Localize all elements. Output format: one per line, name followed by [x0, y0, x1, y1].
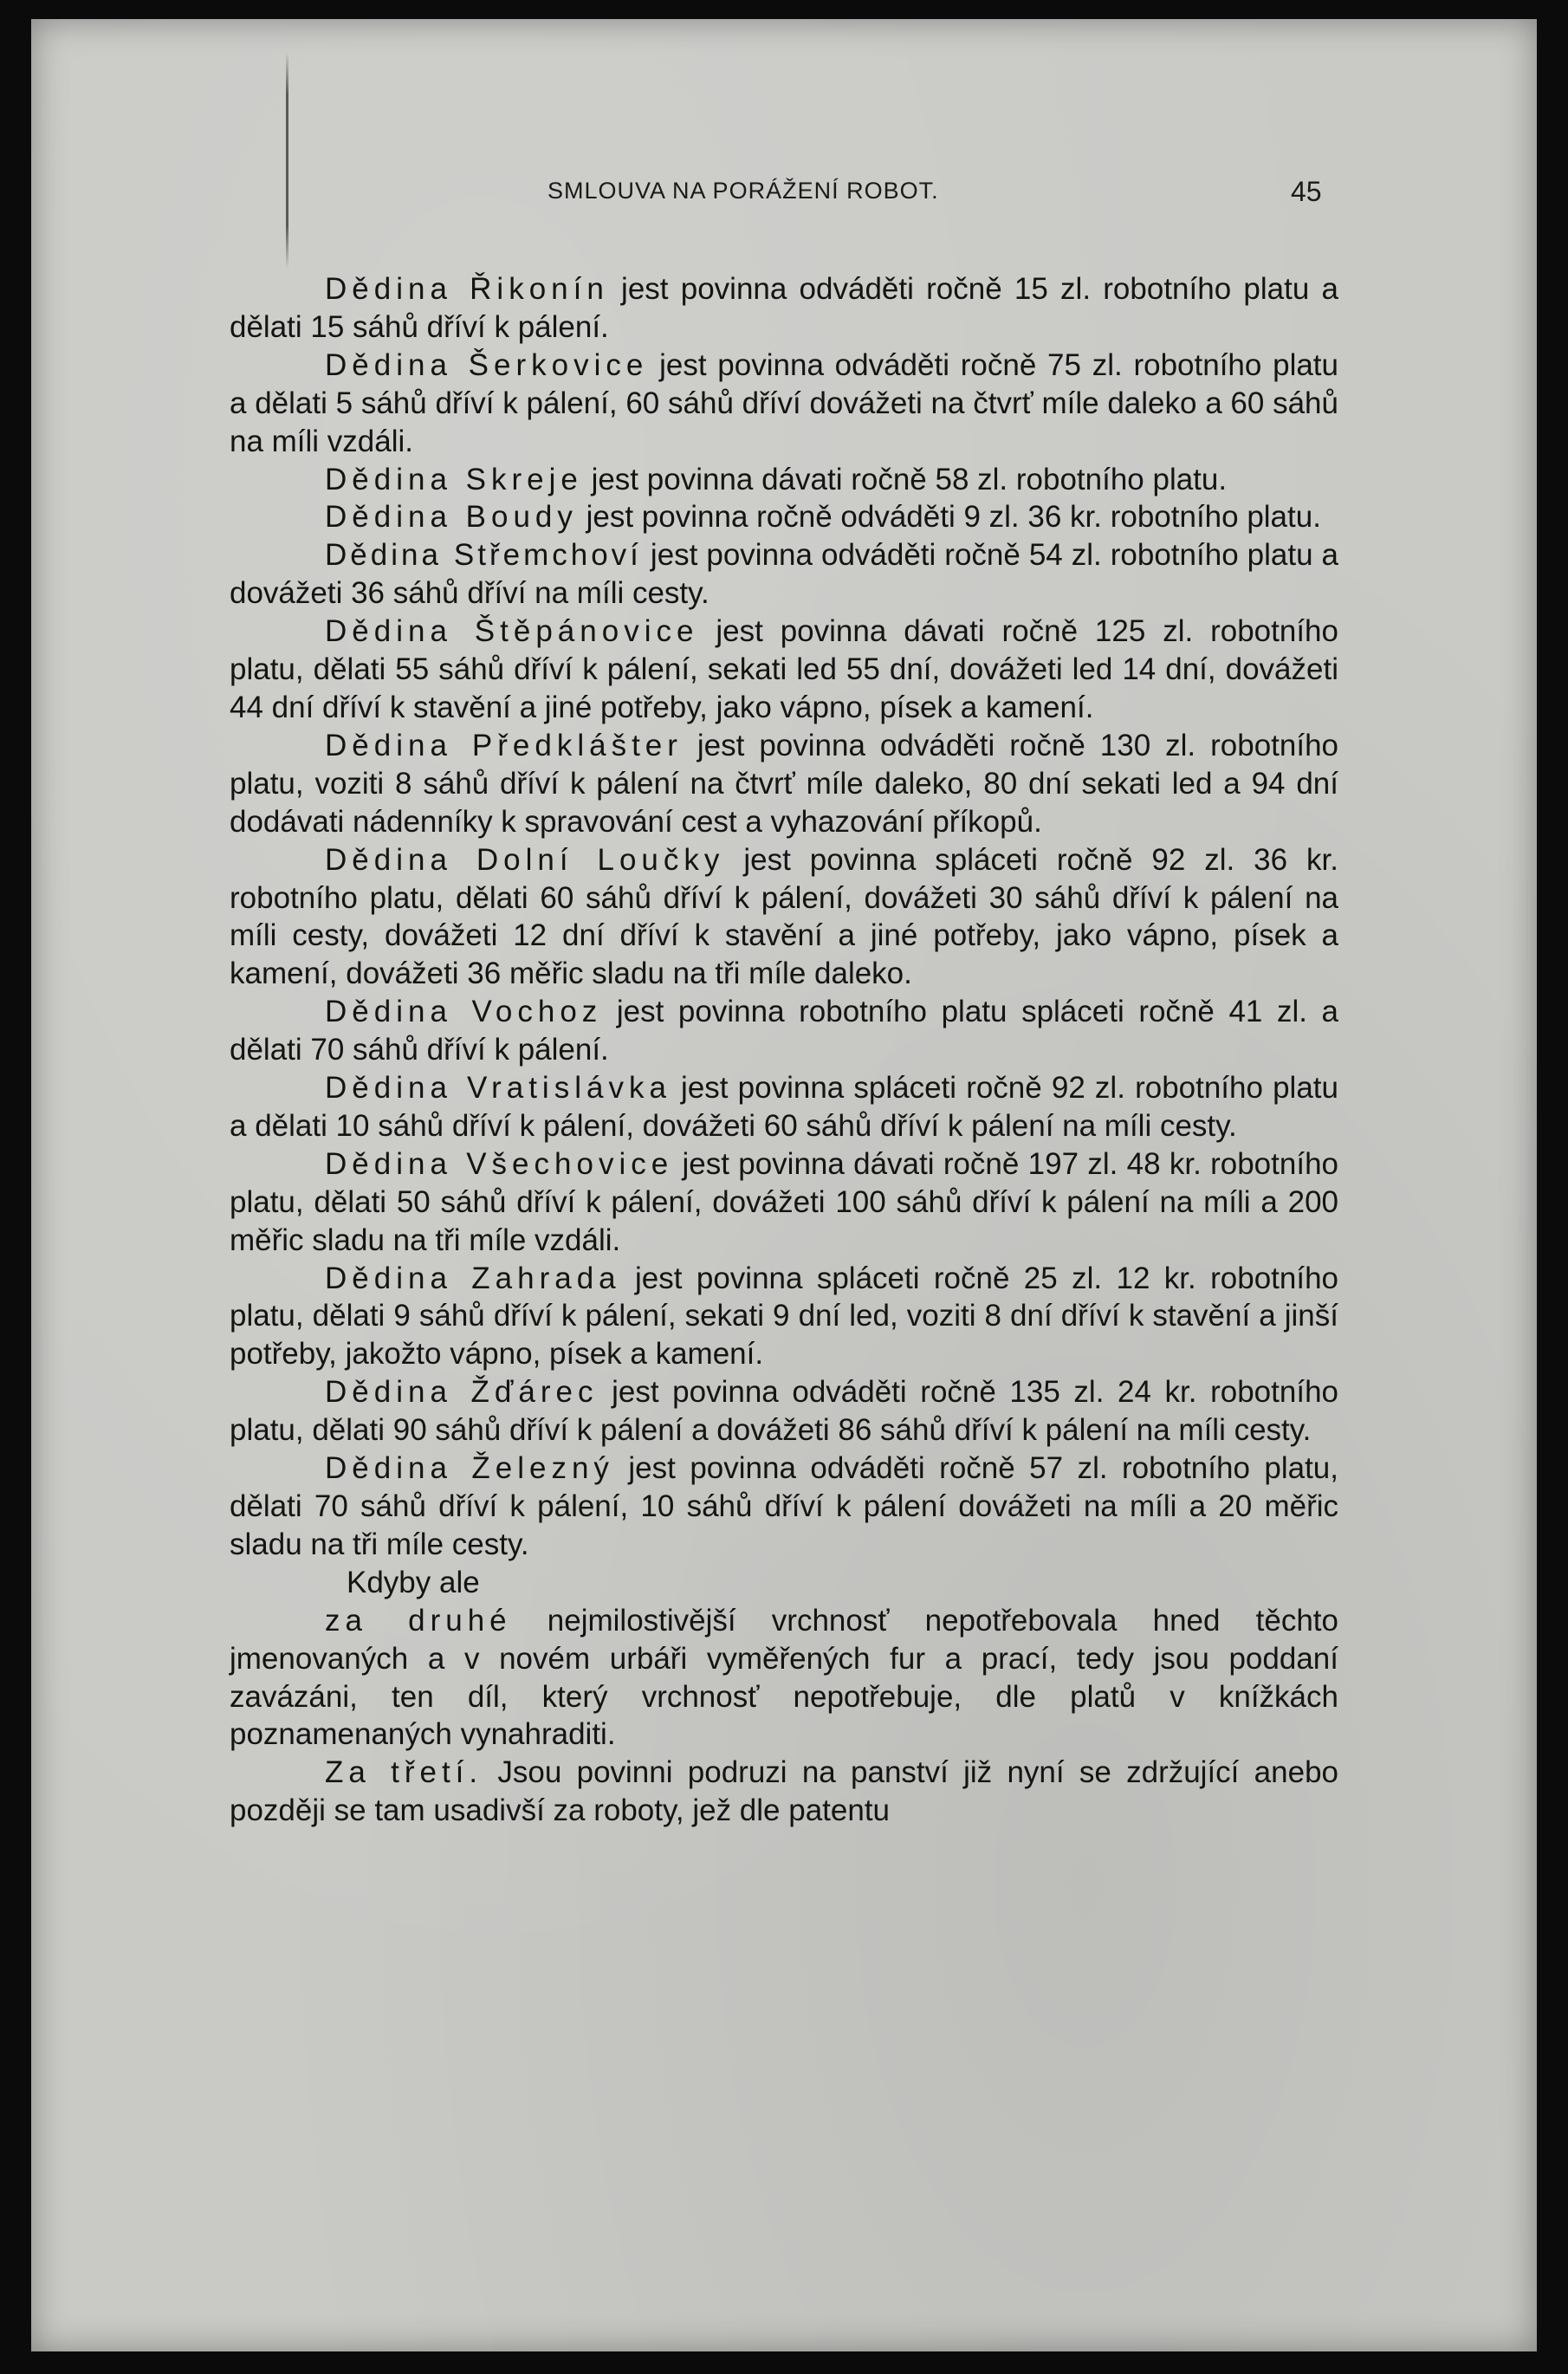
paragraph-text: jest povinna dávati ročně 197 zl. 48 kr. robotního platu, dělati 50 sáhů dříví k pálení, dovážeti 100 sáhů dříví k pálení na míli a 200 měřic sladu na tři míle vzdáli.	[230, 1146, 1338, 1257]
paragraph-text: jest povinna ročně odváděti 9 zl. 36 kr. robotního platu.	[577, 500, 1321, 535]
paragraph-vratislavka	[230, 1069, 1338, 1145]
body-text	[230, 270, 1338, 1830]
paragraph-text: jest povinna odváděti ročně 75 zl. robotního platu a dělati 5 sáhů dříví k pálení, 60 sáhů dříví dovážeti na čtvrť míle daleko a 60 sáhů na míli vzdáli.	[230, 347, 1338, 458]
village-name: Dědina Boudy	[325, 500, 578, 535]
paragraph-text: jest povinna robotního platu spláceti ročně 41 zl. a dělati 70 sáhů dříví k pálení.	[230, 995, 1339, 1067]
village-name: Dědina Dolní Loučky	[325, 842, 725, 877]
paragraph-skreje	[230, 461, 1338, 499]
paragraph-text: jest povinna odváděti ročně 57 zl. robotního platu, dělati 70 sáhů dříví k pálení, 10 sáhů dříví k pálení dovážeti na míli a 20 měřic sladu na tři míle cesty.	[230, 1451, 1338, 1561]
paragraph-vsechovice	[230, 1145, 1338, 1260]
paragraph-stepanovice	[230, 613, 1338, 727]
village-name: Dědina Železný	[325, 1451, 614, 1486]
running-title: SMLOUVA NA PORÁŽENÍ ROBOT.	[548, 178, 939, 204]
paragraph-text: jest povinna odváděti ročně 15 zl. robotního platu a dělati 15 sáhů dříví k pálení.	[230, 272, 1338, 344]
paragraph-za-druhe	[230, 1602, 1338, 1755]
running-header	[0, 0, 1568, 225]
paragraph-text: jest povinna spláceti ročně 92 zl. robotního platu a dělati 10 sáhů dříví k pálení, dovážeti 60 sáhů dříví k pálení na míli cesty.	[230, 1071, 1338, 1143]
village-name: Dědina Řikonín	[325, 272, 609, 306]
village-name: Dědina Předklášter	[325, 728, 683, 762]
village-name: Dědina Vratislávka	[325, 1071, 671, 1106]
paragraph-text: jest povinna odváděti ročně 54 zl. robotního platu a dovážeti 36 sáhů dříví na míli cesty.	[230, 538, 1339, 611]
paragraph-stremchovi	[230, 536, 1338, 613]
village-name: Dědina Zahrada	[325, 1261, 621, 1295]
paragraph-zelezny	[230, 1450, 1338, 1564]
paragraph-text: Jsou povinni podruzi na panství již nyní se zdržující anebo později se tam usadivší za roboty, jež dle patentu	[230, 1755, 1338, 1828]
page-number: 45	[1291, 176, 1322, 207]
paragraph-text: jest povinna dávati ročně 125 zl. robotního platu, dělati 55 sáhů dříví k pálení, sekati led 55 dní, dovážeti led 14 dní, dovážeti 44 dní dříví k stavění a jiné potřeby, jako vápno, písek a kamení.	[230, 614, 1338, 724]
paragraph-serkovice	[230, 347, 1338, 461]
paragraph-text: jest povinna spláceti ročně 92 zl. 36 kr. robotního platu, dělati 60 sáhů dříví k pálení, dovážeti 30 sáhů dříví k pálení na míli cesty, dovážeti 12 dní dříví k stavění a jiné potřeby, jako vápno, písek a kamení, dovážeti 36 měřic sladu na tři míle daleko.	[230, 842, 1338, 991]
village-name: Dědina Šerkovice	[325, 347, 649, 382]
paragraph-text: jest povinna dávati ročně 58 zl. robotního platu.	[582, 462, 1228, 496]
village-name: Dědina Žďárec	[325, 1375, 599, 1410]
village-name: Dědina Střemchoví	[325, 538, 642, 573]
paragraph-text: nejmilostivější vrchnosť nepotřebovala hned těchto jmenovaných a v novém urbáři vyměřených fur a prací, tedy jsou poddaní zavázáni, ten díl, který vrchnosť nepotřebuje, dle platů v knížkách poznamenaných vynahraditi.	[230, 1603, 1338, 1752]
paragraph-rikonin	[230, 270, 1338, 347]
village-name: Dědina Skreje	[325, 462, 583, 496]
paragraph-zahrada	[230, 1260, 1338, 1374]
village-name: Dědina Vochoz	[325, 995, 603, 1029]
kdyby-line: Kdyby ale	[347, 1565, 480, 1599]
paragraph-text: jest povinna odváděti ročně 130 zl. robotního platu, voziti 8 sáhů dříví k pálení na čtvrť míle daleko, 80 dní sekati led a 94 dní dodávati nádenníky k spravování cest a vyhazování příkopů.	[230, 728, 1339, 839]
paragraph-zdarec	[230, 1373, 1338, 1450]
paragraph-boudy	[230, 498, 1338, 536]
paragraph-dolni-loucky	[230, 841, 1338, 994]
village-name: Dědina Všechovice	[325, 1146, 674, 1181]
village-name: Dědina Štěpánovice	[325, 614, 699, 649]
paragraph-za-treti	[230, 1754, 1338, 1830]
section-lead: za druhé	[325, 1603, 512, 1638]
paragraph-text: jest povinna spláceti ročně 25 zl. 12 kr. robotního platu, dělati 9 sáhů dříví k pálení, sekati 9 dní led, voziti 8 dní dříví k stavění a jinší potřeby, jakožto vápno, písek a kamení.	[230, 1261, 1339, 1372]
paragraph-vochoz	[230, 993, 1338, 1069]
paragraph-text: jest povinna odváděti ročně 135 zl. 24 kr. robotního platu, dělati 90 sáhů dříví k pálení a dovážeti 86 sáhů dříví k pálení na míli cesty.	[230, 1375, 1338, 1448]
paragraph-predklaster	[230, 727, 1338, 841]
section-lead: Za třetí.	[325, 1755, 483, 1790]
